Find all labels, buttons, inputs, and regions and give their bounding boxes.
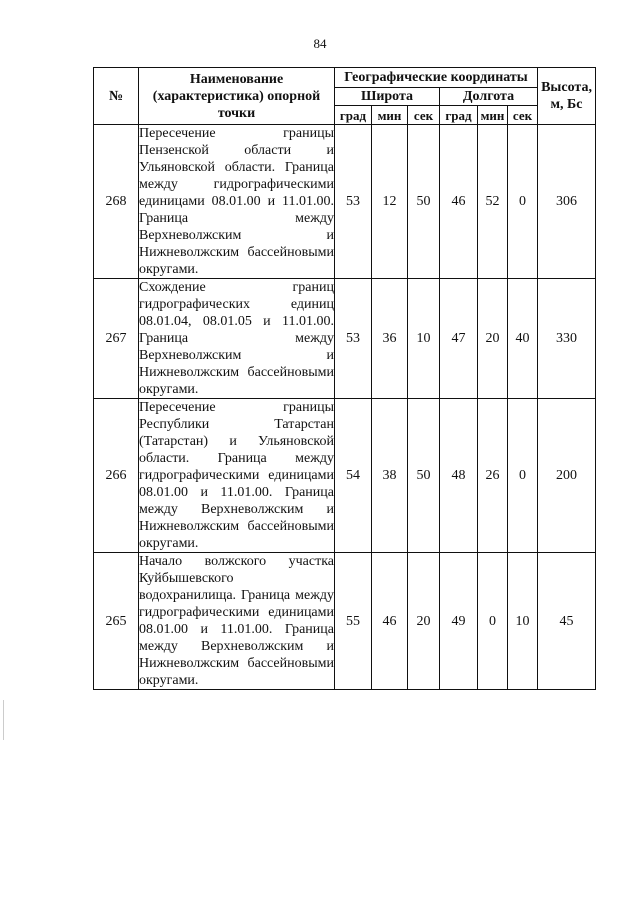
lat-min: 36 — [372, 279, 408, 399]
height-value: 45 — [538, 553, 596, 690]
lat-deg: 53 — [335, 279, 372, 399]
lat-min: 12 — [372, 125, 408, 279]
height-value: 330 — [538, 279, 596, 399]
lon-sec: 0 — [508, 125, 538, 279]
height-value: 306 — [538, 125, 596, 279]
table-row — [94, 279, 596, 399]
lat-sec: 50 — [408, 399, 440, 553]
lat-sec: 20 — [408, 553, 440, 690]
table-row — [94, 125, 596, 279]
header-lat-deg: град — [335, 106, 372, 125]
header-number: № — [94, 68, 139, 125]
table-row — [94, 553, 596, 690]
header-lon-min: мин — [478, 106, 508, 125]
lon-deg: 49 — [440, 553, 478, 690]
scan-edge-mark — [3, 700, 7, 740]
row-description: Пересечение границы Республики Татарстан (Татарстан) и Ульяновской области. Граница между гидрографическими единицами 08.01.00 и 11.01.00. Граница между Верхневолжским и Нижневолжским бассейновыми округами. — [139, 400, 334, 551]
coordinates-table — [93, 67, 596, 690]
lon-min: 26 — [478, 399, 508, 553]
row-description: Начало волжского участка Куйбышевского водохранилища. Граница между гидрографическими единицами 08.01.00 и 11.01.00. Граница между Верхневолжским и Нижневолжским бассейновыми округами. — [139, 554, 334, 688]
lat-sec: 50 — [408, 125, 440, 279]
lat-min: 46 — [372, 553, 408, 690]
header-longitude: Долгота — [440, 88, 538, 106]
lon-min: 52 — [478, 125, 508, 279]
lon-sec: 0 — [508, 399, 538, 553]
height-value: 200 — [538, 399, 596, 553]
header-lon-sec: сек — [508, 106, 538, 125]
lat-deg: 53 — [335, 125, 372, 279]
header-lat-min: мин — [372, 106, 408, 125]
header-lon-deg: град — [440, 106, 478, 125]
header-latitude: Широта — [335, 88, 440, 106]
lon-deg: 48 — [440, 399, 478, 553]
header-name: Наименование (характеристика) опорной точки — [139, 68, 335, 125]
lat-deg: 54 — [335, 399, 372, 553]
row-number: 266 — [94, 399, 139, 553]
header-height: Высота, м, Бс — [538, 68, 596, 125]
row-number: 265 — [94, 553, 139, 690]
header-coordinates: Географические координаты — [335, 68, 538, 88]
row-number: 267 — [94, 279, 139, 399]
table-row — [94, 399, 596, 553]
lon-sec: 40 — [508, 279, 538, 399]
row-description: Пересечение границы Пензенской области и Ульяновской области. Граница между гидрографическими единицами 08.01.00 и 11.01.00. Граница между Верхневолжским и Нижневолжским бассейновыми округами. — [139, 126, 334, 277]
header-lat-sec: сек — [408, 106, 440, 125]
lon-min: 0 — [478, 553, 508, 690]
row-number: 268 — [94, 125, 139, 279]
lon-deg: 47 — [440, 279, 478, 399]
lat-sec: 10 — [408, 279, 440, 399]
lon-sec: 10 — [508, 553, 538, 690]
lat-deg: 55 — [335, 553, 372, 690]
lon-deg: 46 — [440, 125, 478, 279]
lat-min: 38 — [372, 399, 408, 553]
page-number: 84 — [313, 36, 327, 51]
lon-min: 20 — [478, 279, 508, 399]
row-description: Схождение границ гидрографических единиц 08.01.04, 08.01.05 и 11.01.00. Граница между Верхневолжским и Нижневолжским бассейновыми округами. — [139, 280, 334, 397]
